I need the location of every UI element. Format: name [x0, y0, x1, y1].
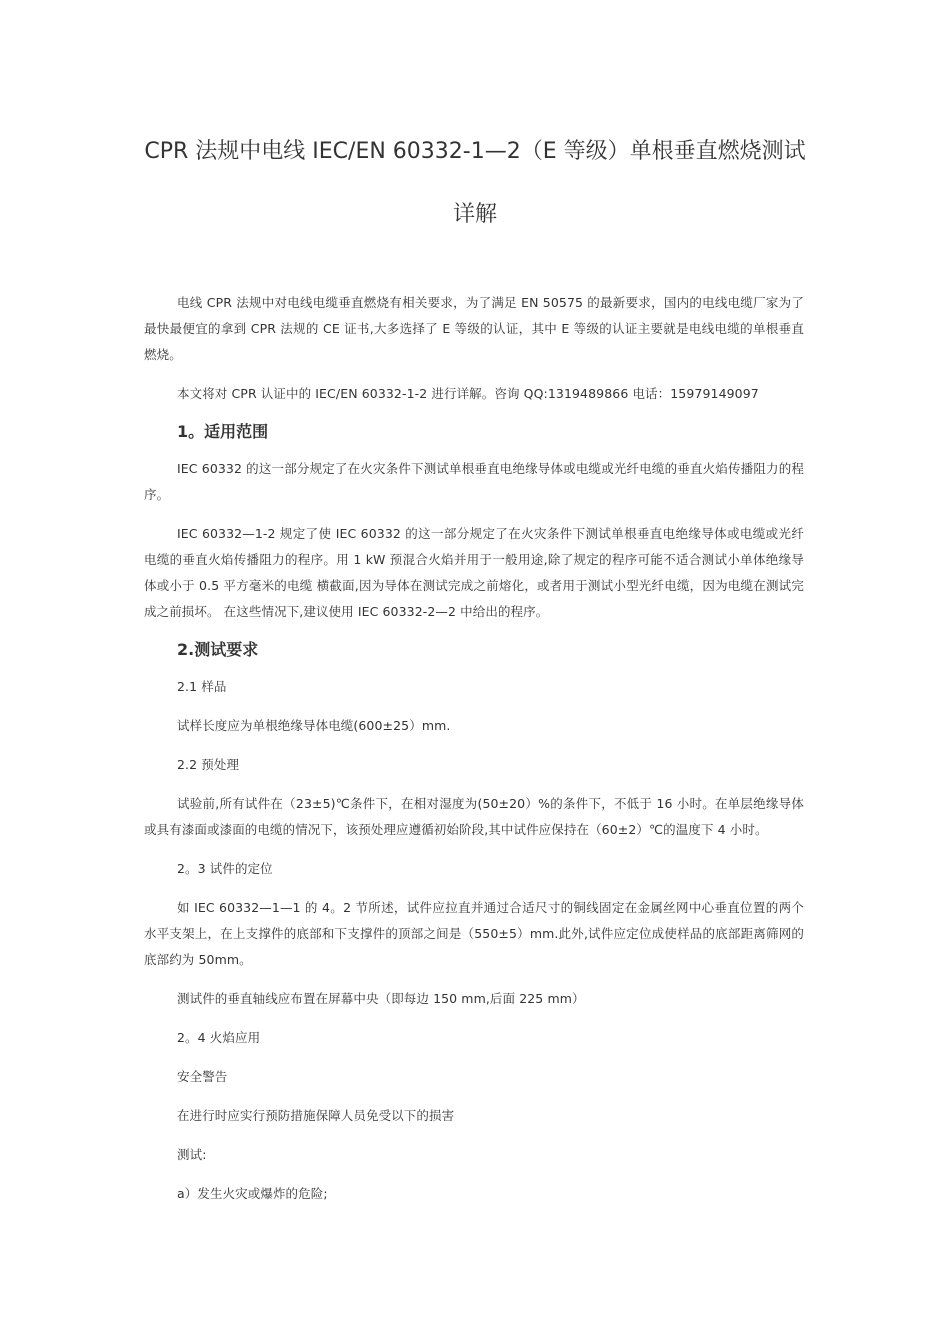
subsection-2-4-title: 2。4 火焰应用 [177, 1030, 261, 1045]
safety-warning-text: 在进行时应实行预防措施保障人员免受以下的损害 [177, 1108, 455, 1123]
hazard-item-a: a）发生火灾或爆炸的危险; [177, 1186, 328, 1201]
subsection-2-1-text: 试样长度应为单根绝缘导体电缆(600±25）mm. [177, 718, 451, 733]
section1-heading: 1。适用范围 [177, 422, 269, 441]
subsection-2-1-title: 2.1 样品 [177, 679, 227, 694]
subsection-2-2-text: 试验前,所有试件在（23±5)℃条件下，在相对湿度为(50±20）%的条件下，不低于 16 小时。在单层绝缘导体或具有漆面或漆面的电缆的情况下，该预处理应遵循初始阶段,其中试件应保持在（60±2）℃的温度下 4 小时。 [144, 796, 804, 837]
safety-warning-title: 安全警告 [177, 1069, 228, 1084]
contact-paragraph: 本文将对 CPR 认证中的 IEC/EN 60332-1-2 进行详解。咨询 QQ:1319489866 电话：15979149097 [177, 386, 759, 401]
section1-paragraph1: IEC 60332 的这一部分规定了在火灾条件下测试单根垂直电绝缘导体或电缆或光纤电缆的垂直火焰传播阻力的程序。 [144, 461, 804, 502]
section2-heading: 2.测试要求 [177, 640, 259, 659]
section1-paragraph2: IEC 60332—1-2 规定了使 IEC 60332 的这一部分规定了在火灾条件下测试单根垂直电绝缘导体或电缆或光纤电缆的垂直火焰传播阻力的程序。用 1 kW 预混合火焰并用于一般用途,除了规定的程序可能不适合测试小单体绝缘导体或小于 0.5 平方毫米的电缆 横截面,因为导体在测试完成之前熔化，或者用于测试小型光纤电缆，因为电缆在测试完成之前损坏。 在这些情况下,建议使用 IEC 60332-2—2 中给出的程序。 [144, 526, 804, 619]
test-label: 测试: [177, 1147, 207, 1162]
document-title-line1: CPR 法规中电线 IEC/EN 60332-1—2（E 等级）单根垂直燃烧测试 [144, 139, 806, 164]
subsection-2-3-text2: 测试件的垂直轴线应布置在屏幕中央（即每边 150 mm,后面 225 mm） [177, 991, 585, 1006]
intro-paragraph: 电线 CPR 法规中对电线电缆垂直燃烧有相关要求，为了满足 EN 50575 的最新要求，国内的电线电缆厂家为了最快最便宜的拿到 CPR 法规的 CE 证书,大多选择了 E 等级的认证，其中 E 等级的认证主要就是电线电缆的单根垂直燃烧。 [144, 295, 804, 362]
subsection-2-2-title: 2.2 预处理 [177, 757, 240, 772]
document-title-line2: 详解 [452, 202, 497, 227]
document-body [144, 290, 804, 1220]
subsection-2-3-title: 2。3 试件的定位 [177, 861, 273, 876]
subsection-2-3-text: 如 IEC 60332—1—1 的 4。2 节所述，试件应拉直并通过合适尺寸的铜线固定在金属丝网中心垂直位置的两个水平支架上，在上支撑件的底部和下支撑件的顶部之间是（550±5）mm.此外,试件应定位成使样品的底部距离筛网的底部约为 50mm。 [144, 900, 804, 967]
